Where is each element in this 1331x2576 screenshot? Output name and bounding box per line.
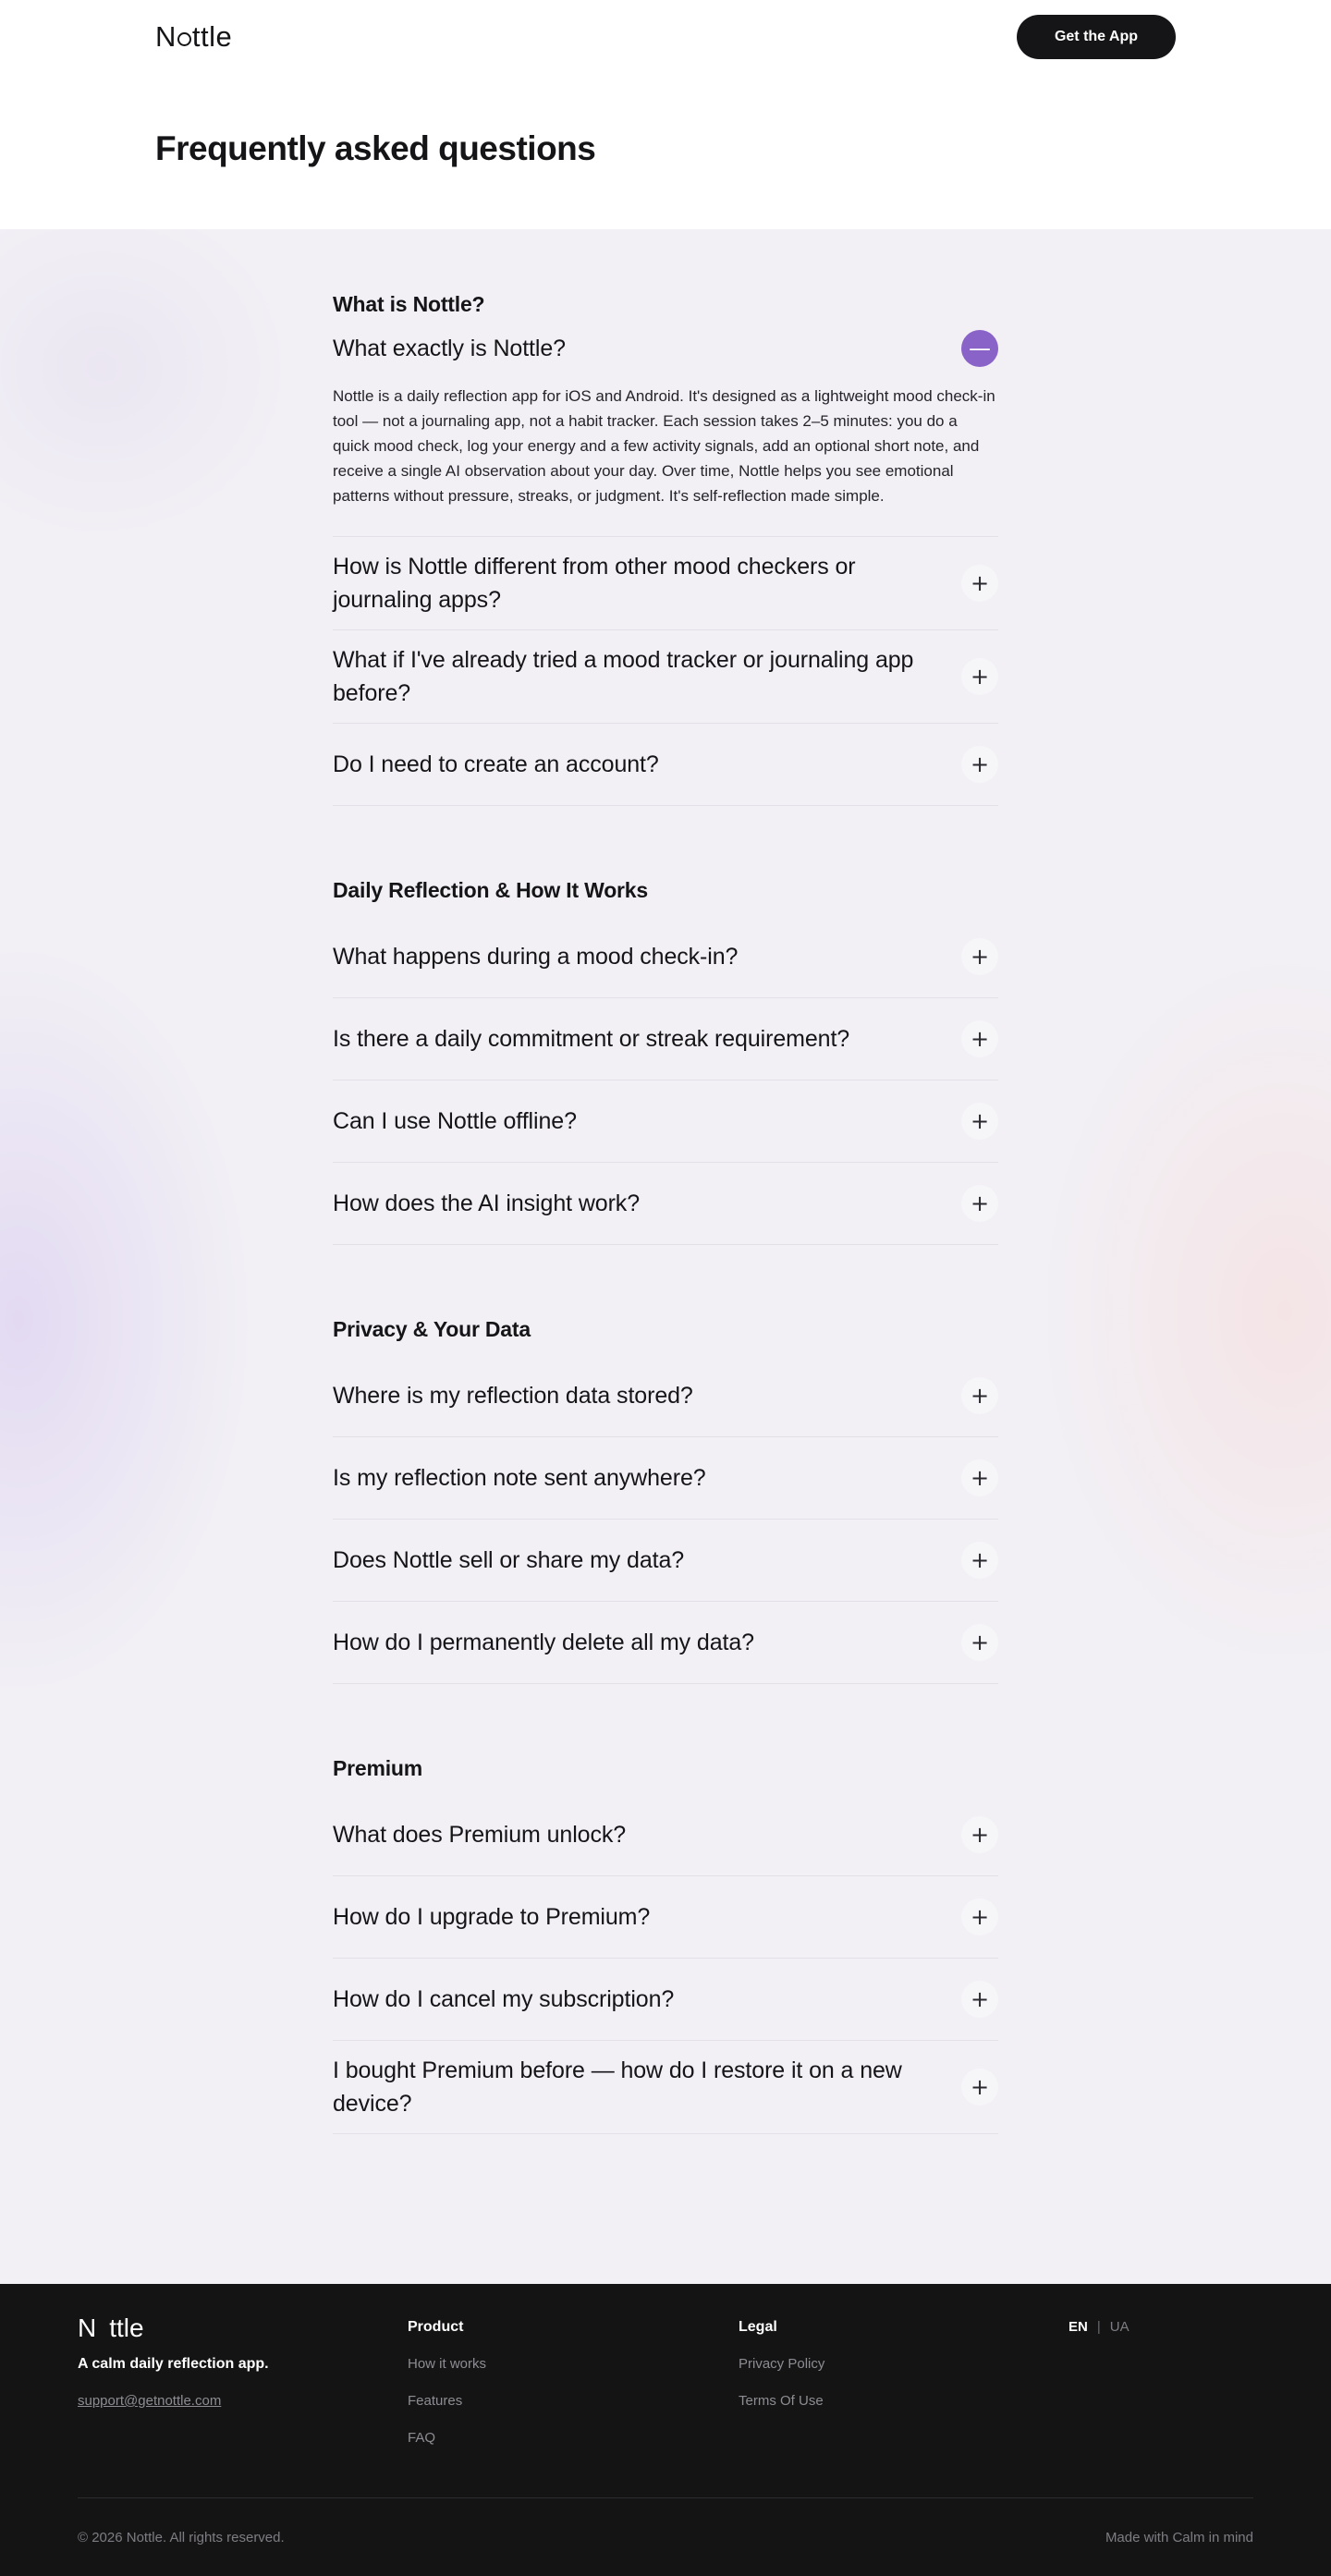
made-with-note: Made with Calm in mind bbox=[1105, 2530, 1253, 2545]
plus-icon[interactable]: + bbox=[961, 1898, 998, 1935]
faq-question-toggle[interactable] bbox=[333, 1520, 998, 1601]
faq-item bbox=[333, 724, 998, 806]
plus-icon[interactable]: + bbox=[961, 1103, 998, 1140]
faq-item bbox=[333, 1794, 998, 1876]
footer-link-privacy-policy[interactable]: Privacy Policy bbox=[739, 2356, 825, 2372]
footer-brand bbox=[78, 2314, 269, 2409]
background-glow-top bbox=[0, 229, 314, 562]
faq-section bbox=[333, 1756, 998, 2134]
faq-question-toggle[interactable] bbox=[333, 2041, 998, 2133]
faq-area bbox=[0, 229, 1331, 2284]
faq-question-toggle[interactable] bbox=[333, 1876, 998, 1958]
faq-question-toggle[interactable] bbox=[333, 916, 998, 997]
top-bar bbox=[155, 15, 1176, 59]
faq-question-toggle[interactable] bbox=[333, 1794, 998, 1875]
faq-item bbox=[333, 916, 998, 998]
faq-question-toggle[interactable] bbox=[333, 1080, 998, 1162]
plus-icon[interactable]: + bbox=[961, 2069, 998, 2106]
plus-icon[interactable]: + bbox=[961, 1459, 998, 1496]
faq-item bbox=[333, 330, 998, 537]
faq-question-toggle[interactable] bbox=[333, 724, 998, 805]
faq-question: How do I cancel my subscription? bbox=[333, 1986, 675, 2012]
plus-icon[interactable]: + bbox=[961, 746, 998, 783]
faq-question: Can I use Nottle offline? bbox=[333, 1108, 577, 1134]
faq-question: What does Premium unlock? bbox=[333, 1822, 627, 1848]
footer-link-faq[interactable]: FAQ bbox=[408, 2430, 436, 2446]
faq-question: I bought Premium before — how do I restore it on a new device? bbox=[333, 2057, 902, 2117]
faq-question-toggle[interactable] bbox=[333, 630, 998, 723]
footer-link-how-it-works[interactable]: How it works bbox=[408, 2356, 487, 2372]
logo-prefix: N bbox=[155, 20, 177, 53]
language-ua[interactable]: UA bbox=[1109, 2319, 1130, 2335]
plus-icon[interactable]: + bbox=[961, 658, 998, 695]
footer-legal-column bbox=[739, 2314, 824, 2409]
faq-question-toggle[interactable] bbox=[333, 1959, 998, 2040]
faq-item bbox=[333, 2041, 998, 2134]
faq-question: Is my reflection note sent anywhere? bbox=[333, 1465, 706, 1491]
language-separator: | bbox=[1096, 2319, 1101, 2335]
minus-icon[interactable]: — bbox=[961, 330, 998, 367]
support-email-link[interactable]: support@getnottle.com bbox=[78, 2393, 222, 2409]
faq-answer: Nottle is a daily reflection app for iOS and Android. It's designed as a lightweight mood check-in tool — not a journaling app, not a habit tracker. Each session takes 2–5 minutes: you do a quick mood check, log your energy and a few activity signals, add an optional short note, and receive a single AI observation about your day. Over time, Nottle helps you see emotional patterns without pressure, streaks, or judgment. It's self-reflection made simple. bbox=[333, 387, 995, 505]
faq-question-toggle[interactable] bbox=[333, 330, 998, 384]
faq-section bbox=[333, 1317, 998, 1684]
faq-item bbox=[333, 1876, 998, 1959]
language-switcher bbox=[1068, 2319, 1130, 2335]
faq-question: How do I permanently delete all my data? bbox=[333, 1630, 754, 1655]
page-title: Frequently asked questions bbox=[155, 129, 596, 167]
faq-item bbox=[333, 1163, 998, 1245]
faq-item bbox=[333, 1437, 998, 1520]
language-en[interactable]: EN bbox=[1068, 2319, 1088, 2335]
site-header bbox=[0, 0, 1331, 229]
plus-icon[interactable]: + bbox=[961, 1542, 998, 1579]
faq-question-toggle[interactable] bbox=[333, 998, 998, 1080]
footer-tagline: A calm daily reflection app. bbox=[78, 2356, 269, 2372]
footer-product-heading: Product bbox=[408, 2319, 464, 2335]
faq-question: How does the AI insight work? bbox=[333, 1190, 641, 1216]
logo[interactable] bbox=[155, 20, 232, 54]
footer-link-features[interactable]: Features bbox=[408, 2393, 463, 2409]
footer-link-terms-of-use[interactable]: Terms Of Use bbox=[739, 2393, 824, 2409]
plus-icon[interactable]: + bbox=[961, 565, 998, 602]
plus-icon[interactable]: + bbox=[961, 1624, 998, 1661]
footer-product-column bbox=[408, 2314, 486, 2446]
faq-question-toggle[interactable] bbox=[333, 537, 998, 629]
faq-item bbox=[333, 537, 998, 630]
faq-question: Does Nottle sell or share my data? bbox=[333, 1547, 685, 1573]
footer-divider bbox=[78, 2497, 1253, 2498]
footer-logo[interactable] bbox=[78, 2314, 269, 2343]
logo-ring-icon bbox=[177, 32, 191, 46]
footer-logo-ring-icon bbox=[96, 2324, 109, 2337]
faq-section-title: What is Nottle? bbox=[333, 292, 485, 316]
faq-item bbox=[333, 1355, 998, 1437]
plus-icon[interactable]: + bbox=[961, 1020, 998, 1057]
faq-question-toggle[interactable] bbox=[333, 1437, 998, 1519]
faq-item bbox=[333, 630, 998, 724]
faq-question: Is there a daily commitment or streak requirement? bbox=[333, 1026, 850, 1052]
faq-question-toggle[interactable] bbox=[333, 1602, 998, 1683]
site-footer bbox=[0, 2284, 1331, 2576]
plus-icon[interactable]: + bbox=[961, 1816, 998, 1853]
get-the-app-button[interactable]: Get the App bbox=[1017, 15, 1176, 59]
faq-section bbox=[333, 878, 998, 1245]
faq-section-title: Premium bbox=[333, 1756, 423, 1780]
faq-item bbox=[333, 998, 998, 1080]
faq-section bbox=[333, 292, 998, 806]
faq-item bbox=[333, 1080, 998, 1163]
faq-item bbox=[333, 1520, 998, 1602]
footer-logo-prefix: N bbox=[78, 2314, 97, 2342]
faq-question: How do I upgrade to Premium? bbox=[333, 1904, 651, 1930]
faq-section-title: Daily Reflection & How It Works bbox=[333, 878, 648, 902]
faq-list bbox=[333, 229, 998, 2134]
faq-question: What happens during a mood check-in? bbox=[333, 944, 739, 970]
footer-legal-heading: Legal bbox=[739, 2319, 777, 2335]
background-glow-left bbox=[0, 904, 277, 1736]
faq-question: Do I need to create an account? bbox=[333, 751, 659, 777]
copyright: © 2026 Nottle. All rights reserved. bbox=[78, 2530, 285, 2545]
faq-question-toggle[interactable] bbox=[333, 1163, 998, 1244]
footer-logo-suffix: ttle bbox=[109, 2314, 144, 2342]
faq-question: What if I've already tried a mood tracker or journaling app before? bbox=[333, 647, 914, 706]
faq-question-toggle[interactable] bbox=[333, 1355, 998, 1436]
faq-item bbox=[333, 1602, 998, 1684]
plus-icon[interactable]: + bbox=[961, 1185, 998, 1222]
logo-suffix: ttle bbox=[191, 20, 233, 53]
faq-question: How is Nottle different from other mood checkers or journaling apps? bbox=[333, 554, 856, 613]
background-glow-right bbox=[998, 895, 1331, 1727]
plus-icon[interactable]: + bbox=[961, 1377, 998, 1414]
faq-question: Where is my reflection data stored? bbox=[333, 1383, 693, 1409]
faq-item bbox=[333, 1959, 998, 2041]
plus-icon[interactable]: + bbox=[961, 938, 998, 975]
faq-question: What exactly is Nottle? bbox=[333, 336, 566, 361]
faq-section-title: Privacy & Your Data bbox=[333, 1317, 531, 1341]
plus-icon[interactable]: + bbox=[961, 1981, 998, 2018]
